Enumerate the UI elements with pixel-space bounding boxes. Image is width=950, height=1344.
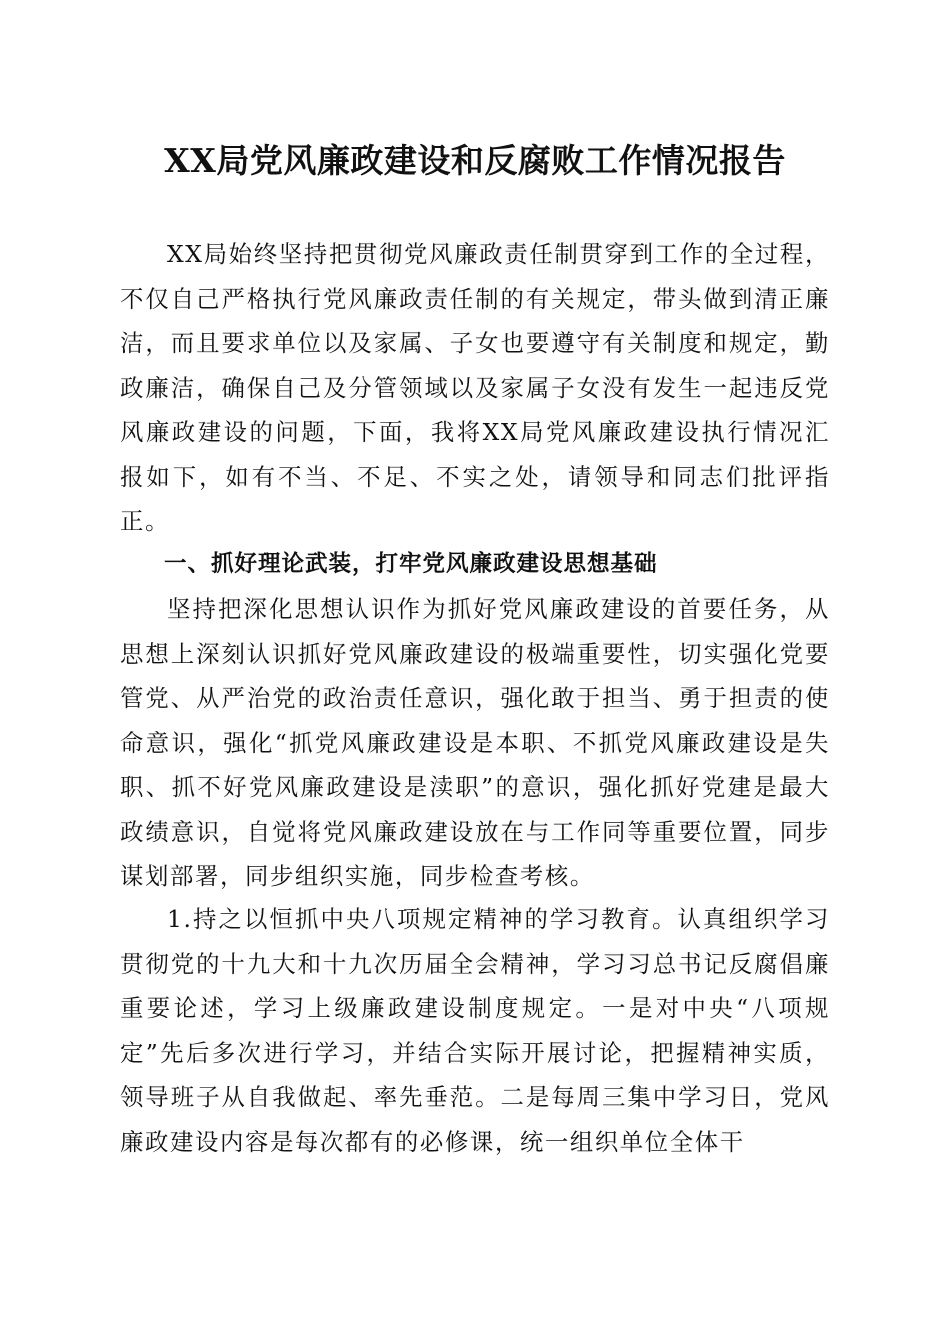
document-title: XX局党风廉政建设和反腐败工作情况报告: [164, 141, 786, 180]
section-1-heading: 一、抓好理论武装，打牢党风廉政建设思想基础: [164, 551, 658, 577]
intro-paragraph: XX局始终坚持把贯彻党风廉政责任制贯穿到工作的全过程，不仅自己严格执行党风廉政责任制的有关规定，带头做到清正廉洁，而且要求单位以及家属、子女也要遵守有关制度和规定，勤政廉洁，确保自己及分管领域以及家属子女没有发生一起违反党风廉政建设的问题，下面，我将XX局党风廉政建设执行情况汇报如下，如有不当、不足、不实之处，请领导和同志们批评指正。: [120, 240, 830, 535]
item-1-paragraph: 1.持之以恒抓中央八项规定精神的学习教育。认真组织学习贯彻党的十九大和十九次历届全会精神，学习习总书记反腐倡廉重要论述，学习上级廉政建设制度规定。一是对中央“八项规定”先后多次进行学习，并结合实际开展讨论，把握精神实质，领导班子从自我做起、率先垂范。二是每周三集中学习日，党风廉政建设内容是每次都有的必修课，统一组织单位全体干: [120, 905, 830, 1156]
section-1-paragraph: 坚持把深化思想认识作为抓好党风廉政建设的首要任务，从思想上深刻认识抓好党风廉政建设的极端重要性，切实强化党要管党、从严治党的政治责任意识，强化敢于担当、勇于担责的使命意识，强化“抓党风廉政建设是本职、不抓党风廉政建设是失职、抓不好党风廉政建设是渎职”的意识，强化抓好党建是最大政绩意识，自觉将党风廉政建设放在与工作同等重要位置，同步谋划部署，同步组织实施，同步检查考核。: [120, 595, 830, 890]
